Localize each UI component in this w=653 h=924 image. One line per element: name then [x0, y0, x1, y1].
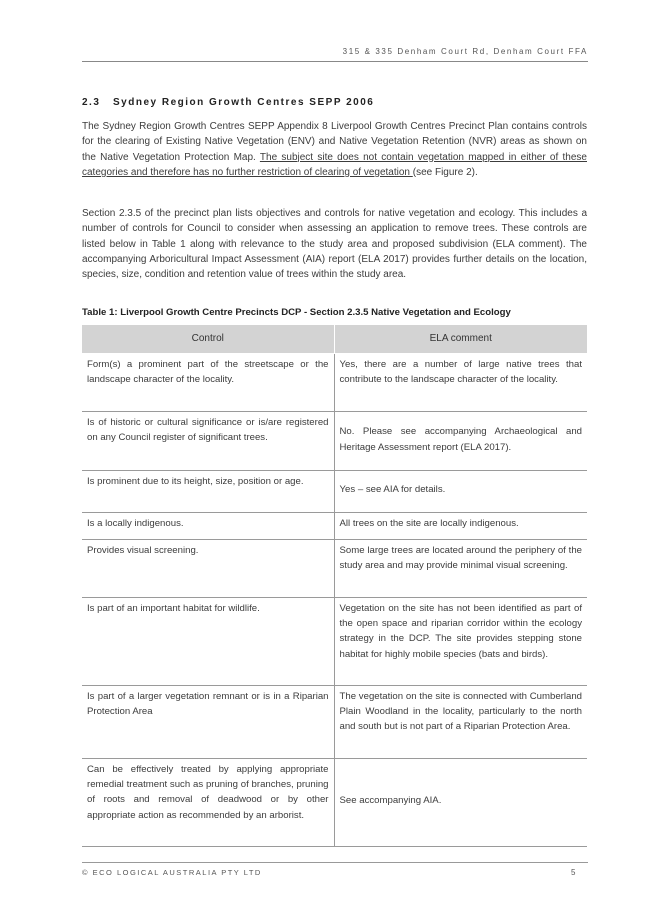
table-header-row	[82, 325, 587, 354]
comment-cell: No. Please see accompanying Archaeological and Heritage Assessment report (ELA 2017).	[334, 412, 587, 471]
section-number: 2.3	[82, 97, 101, 108]
table-row	[82, 759, 587, 847]
comment-cell: All trees on the site are locally indigenous.	[334, 513, 587, 540]
section-heading	[82, 97, 374, 108]
comment-cell: Yes, there are a number of large native trees that contribute to the landscape character of the locality.	[334, 354, 587, 412]
control-cell: Provides visual screening.	[82, 540, 334, 598]
paragraph-1-underlined-text: The subject site does not contain vegetation mapped in either of these categories and therefore has no further restriction of clearing of vegetation	[82, 151, 587, 178]
table-row	[82, 686, 587, 759]
footer-company: © ECO LOGICAL AUSTRALIA PTY LTD	[82, 868, 262, 877]
paragraph-precinct-plan: Section 2.3.5 of the precinct plan lists objectives and controls for native vegetation and ecology. This includes a number of controls for Council to consider when assessing an application to remove trees. These controls are listed below in Table 1 along with relevance to the study area and proposed subdivision (ELA comment). The accompanying Arboricultural Impact Assessment (AIA) report (ELA 2017) provides further details on the location, species, size, condition and retention value of trees within the study area.	[82, 208, 587, 281]
paragraph-sepp-controls	[82, 119, 587, 180]
control-cell: Is of historic or cultural significance or is/are registered on any Council register of significant trees.	[82, 412, 334, 471]
comment-cell: Vegetation on the site has not been identified as part of the open space and riparian corridor within the ecology strategy in the DCP. The site provides stepping stone habitat for highly mobile species (bats and birds).	[334, 598, 587, 686]
table-row	[82, 598, 587, 686]
footer-divider	[82, 862, 588, 863]
table-row	[82, 540, 587, 598]
control-cell: Is part of a larger vegetation remnant or is in a Riparian Protection Area	[82, 686, 334, 759]
control-cell: Is prominent due to its height, size, position or age.	[82, 471, 334, 513]
header-control: Control	[82, 325, 334, 354]
page-number: 5	[571, 868, 576, 877]
control-cell: Is part of an important habitat for wildlife.	[82, 598, 334, 686]
control-cell: Can be effectively treated by applying appropriate remedial treatment such as pruning of branches, pruning of roots and removal of deadwood or by other appropriate action as recommended by an arborist.	[82, 759, 334, 847]
table-row	[82, 412, 587, 471]
control-cell: Is a locally indigenous.	[82, 513, 334, 540]
comment-cell: The vegetation on the site is connected with Cumberland Plain Woodland in the locality, particularly to the north and south but is not part of a Riparian Protection Area.	[334, 686, 587, 759]
comment-cell: Yes – see AIA for details.	[334, 471, 587, 513]
paragraph-1-tail: (see Figure 2).	[412, 166, 478, 178]
control-cell: Form(s) a prominent part of the streetscape or the landscape character of the locality.	[82, 354, 334, 412]
header-ela-comment: ELA comment	[334, 325, 587, 354]
comment-cell: See accompanying AIA.	[334, 759, 587, 847]
table-row	[82, 471, 587, 513]
table-row	[82, 513, 587, 540]
table-row	[82, 354, 587, 412]
controls-table	[82, 325, 587, 847]
comment-cell: Some large trees are located around the periphery of the study area and may provide minimal visual screening.	[334, 540, 587, 598]
running-header: 315 & 335 Denham Court Rd, Denham Court FFA	[342, 47, 588, 56]
header-divider	[82, 61, 588, 62]
paragraph-1-text: The Sydney Region Growth Centres SEPP Appendix 8 Liverpool Growth Centres Precinct Plan contains controls for the clearing of Existing Native Vegetation (ENV) and Native Vegetation Retention (NVR) areas as shown on the Native Vegetation Protection Map.	[82, 121, 587, 163]
table-caption: Table 1: Liverpool Growth Centre Precincts DCP - Section 2.3.5 Native Vegetation and Ecology	[82, 307, 511, 318]
section-title: Sydney Region Growth Centres SEPP 2006	[113, 97, 375, 108]
